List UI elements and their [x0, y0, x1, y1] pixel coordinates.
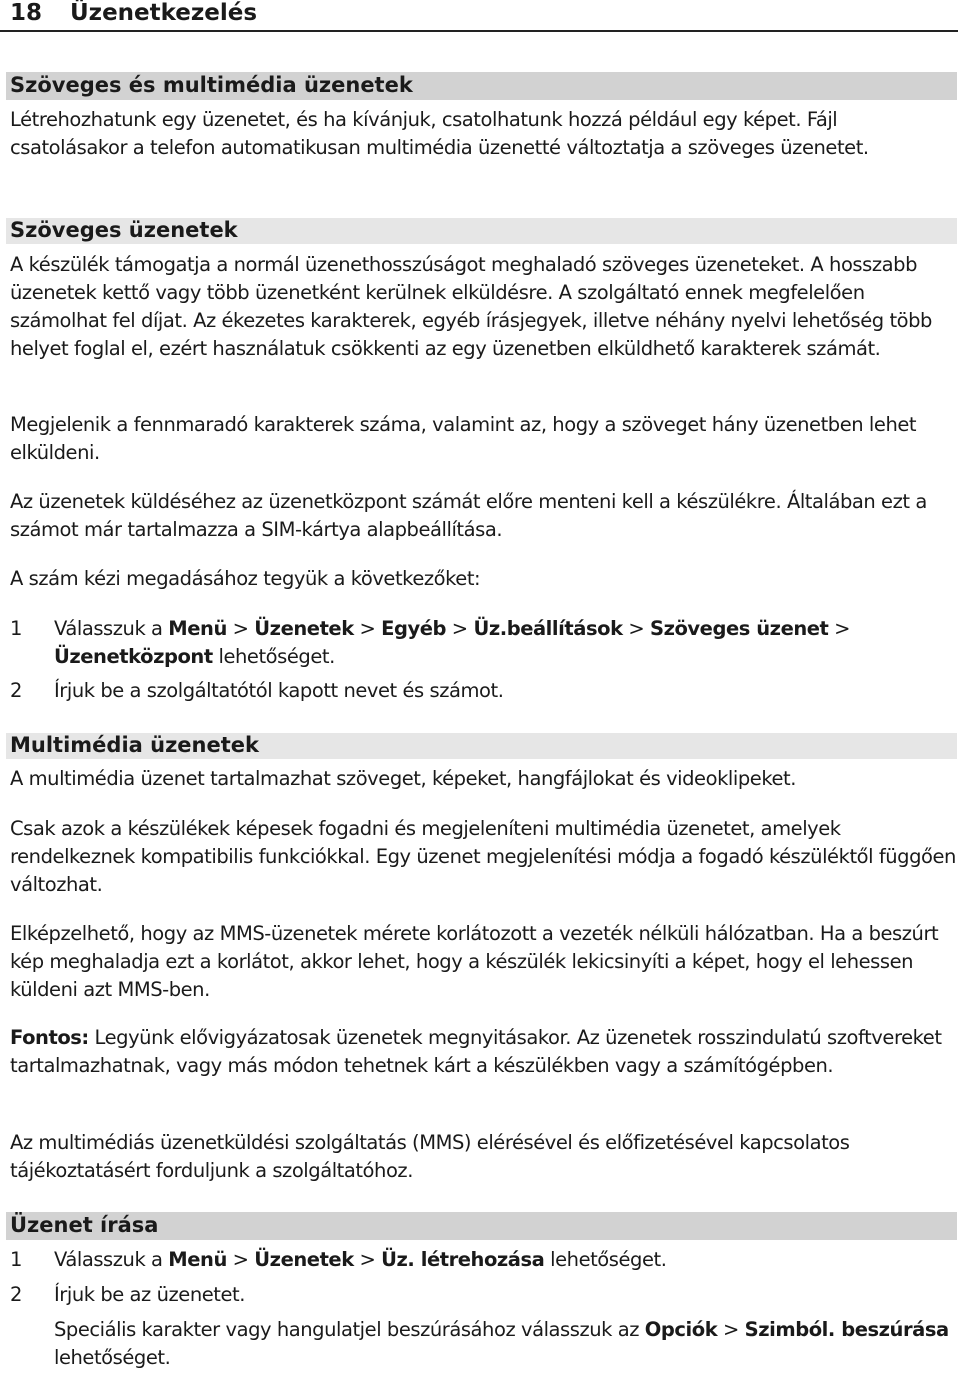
step-text-part: Válasszuk a [54, 617, 169, 640]
menu-path-message-settings: Üz.beállítások [473, 617, 623, 640]
subsection-heading-text-messages [6, 218, 957, 244]
intro-paragraph: Létrehozhatunk egy üzenetet, és ha kívánjuk, csatolhatunk hozzá például egy képet. Fájl csatolásakor a telefon automatikusan multimédia üzenetté változtatja a szöveges üzenetet. [10, 108, 869, 159]
menu-path-menu: Menü [168, 1248, 227, 1271]
multimedia-paragraph-5: Az multimédiás üzenetküldési szolgáltatás (MMS) elérésével és előfizetésével kapcsolatos tájékoztatásért forduljunk a szolgáltatóhoz. [10, 1131, 850, 1182]
text-messages-paragraph-3: Az üzenetek küldéséhez az üzenetközpont számát előre menteni kell a készülékre. Általában ezt a számot már tartalmazza a SIM-kártya alapbeállítása. [10, 490, 927, 541]
important-notice [10, 1024, 956, 1080]
important-label: Fontos: [10, 1026, 89, 1049]
menu-path-message-center: Üzenetközpont [54, 645, 213, 668]
menu-path-other: Egyéb [381, 617, 447, 640]
text-messages-paragraph-1: A készülék támogatja a normál üzenethosszúságot meghaladó szöveges üzeneteket. A hosszabb üzenetek kettő vagy több üzenetként kerülnek elküldésre. A szolgáltató ennek megfelelően számolhat fel díjat. Az ékezetes karakterek, egyéb írásjegyek, illetve néhány nyelvi lehetőség több helyet foglal el, ezért használatuk csökkenti az egy üzenetben elküldhető karakterek számát. [10, 253, 932, 360]
note-text-part: lehetőséget. [54, 1346, 171, 1369]
multimedia-paragraph-1: A multimédia üzenet tartalmazhat szöveget, képeket, hangfájlokat és videoklipeket. [10, 767, 796, 790]
important-text: Legyünk elővigyázatosak üzenetek megnyitásakor. Az üzenetek rosszindulatú szoftvereket tartalmazhatnak, vagy más módon tehetnek kárt a készülékben vagy a számítógépben. [10, 1026, 942, 1077]
step-text [54, 615, 954, 671]
menu-separator: > [226, 1248, 255, 1271]
step-text-part: lehetőséget. [544, 1248, 667, 1271]
step-text [54, 1246, 954, 1274]
section-title: Szöveges és multimédia üzenetek [10, 73, 413, 97]
menu-separator: > [446, 617, 474, 640]
page-number: 18 [10, 0, 43, 26]
menu-separator: > [353, 1248, 382, 1271]
chapter-title: Üzenetkezelés [70, 0, 258, 26]
subsection-title: Multimédia üzenetek [10, 733, 259, 757]
step-text-part: lehetőséget. [212, 645, 335, 668]
section-heading-text-multimedia [6, 72, 957, 100]
note-text [54, 1316, 954, 1372]
menu-path-messages: Üzenetek [254, 1248, 354, 1271]
menu-separator: > [828, 617, 851, 640]
menu-path-messages: Üzenetek [254, 617, 354, 640]
menu-separator: > [717, 1318, 745, 1341]
step-number: 2 [10, 1283, 22, 1306]
menu-path-options: Opciók [644, 1318, 718, 1341]
menu-path-text-message: Szöveges üzenet [649, 617, 829, 640]
menu-separator: > [226, 617, 255, 640]
menu-separator: > [622, 617, 650, 640]
section-heading-write-message [6, 1212, 957, 1240]
text-messages-paragraph-2: Megjelenik a fennmaradó karakterek száma, valamint az, hogy a szöveget hány üzenetben lehet elküldeni. [10, 413, 917, 464]
step-number: 1 [10, 617, 22, 640]
step-text: Írjuk be az üzenetet. [54, 1283, 245, 1306]
menu-path-menu: Menü [168, 617, 227, 640]
step-text-part: Válasszuk a [54, 1248, 169, 1271]
menu-path-create-message: Üz. létrehozása [381, 1248, 545, 1271]
step-text: Írjuk be a szolgáltatótól kapott nevet és számot. [54, 679, 504, 702]
page-header [0, 0, 958, 32]
menu-path-insert-symbol: Szimból. beszúrása [744, 1318, 949, 1341]
multimedia-paragraph-2: Csak azok a készülékek képesek fogadni és megjeleníteni multimédia üzenetet, amelyek rendelkeznek kompatibilis funkciókkal. Egy üzenet megjelenítési módja a fogadó készüléktől függően változhat. [10, 817, 956, 896]
step-number: 2 [10, 679, 22, 702]
multimedia-paragraph-3: Elképzelhető, hogy az MMS-üzenetek mérete korlátozott a vezeték nélküli hálózatban. Ha a beszúrt kép meghaladja ezt a korlátot, akkor lehet, hogy a készülék lekicsinyíti a képet, hogy el lehessen küldeni azt MMS-ben. [10, 922, 939, 1001]
subsection-title: Szöveges üzenetek [10, 218, 238, 242]
menu-separator: > [353, 617, 382, 640]
text-messages-paragraph-4: A szám kézi megadásához tegyük a következőket: [10, 567, 481, 590]
section-title: Üzenet írása [10, 1213, 159, 1237]
note-text-part: Speciális karakter vagy hangulatjel beszúrásához válasszuk az [54, 1318, 645, 1341]
step-number: 1 [10, 1248, 22, 1271]
subsection-heading-multimedia-messages [6, 733, 957, 759]
